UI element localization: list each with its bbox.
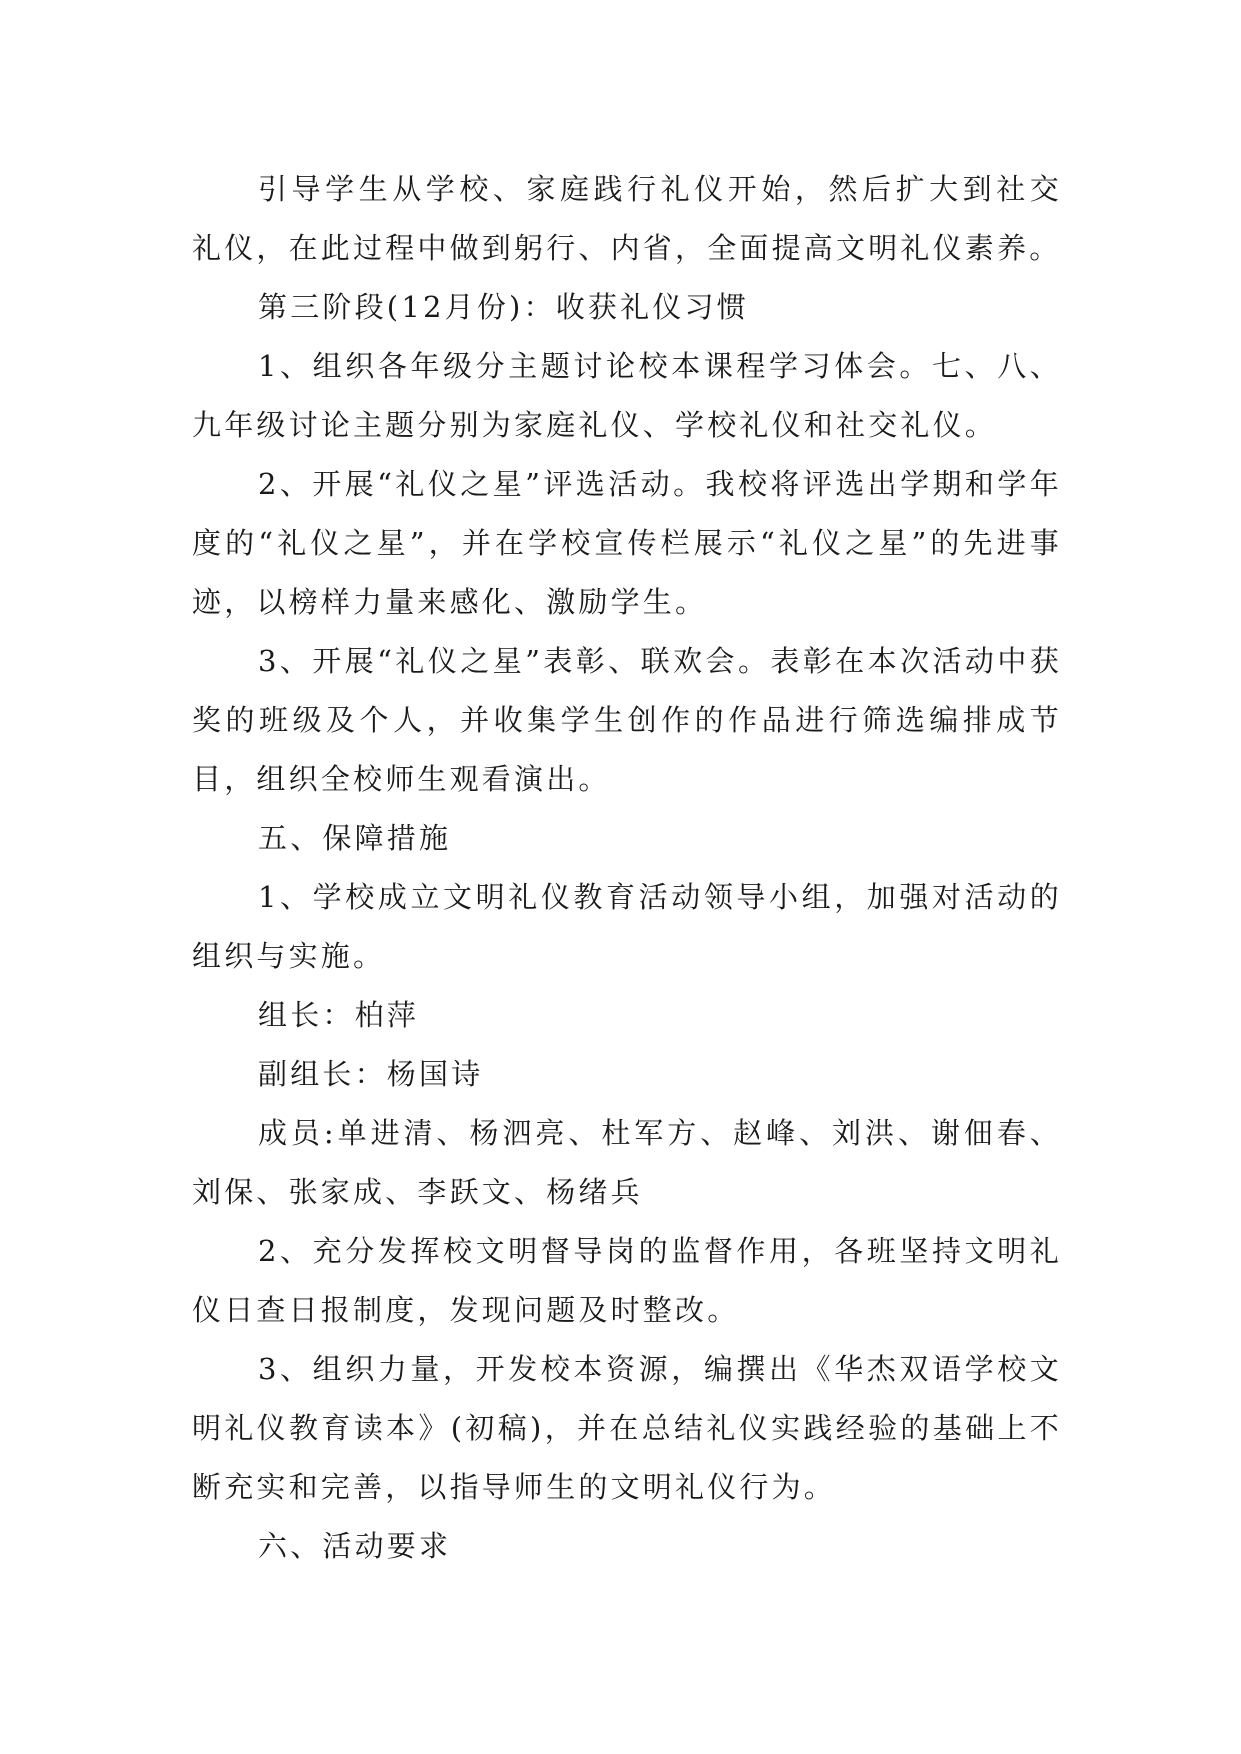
paragraph-school-resources: 3、组织力量，开发校本资源，编撰出《华杰双语学校文明礼仪教育读本》(初稿)，并在总结礼仪实践经验的基础上不断充实和完善，以指导师生的文明礼仪行为。 xyxy=(192,1352,1062,1504)
group-leader: 组长：柏萍 xyxy=(258,998,420,1032)
paragraph-star-selection: 2、开展“礼仪之星”评选活动。我校将评选出学期和学年度的“礼仪之星”，并在学校宣传栏展示“礼仪之星”的先进事迹，以榜样力量来感化、激励学生。 xyxy=(192,467,1062,619)
paragraph-leading-group: 1、学校成立文明礼仪教育活动领导小组，加强对活动的组织与实施。 xyxy=(192,880,1062,973)
document-body xyxy=(192,160,1062,1576)
section-six-heading: 六、活动要求 xyxy=(258,1529,452,1563)
paragraph-grade-discussion: 1、组织各年级分主题讨论校本课程学习体会。七、八、九年级讨论主题分别为家庭礼仪、学校礼仪和社交礼仪。 xyxy=(192,349,1062,442)
paragraph-supervision: 2、充分发挥校文明督导岗的监督作用，各班坚持文明礼仪日查日报制度，发现问题及时整改。 xyxy=(192,1234,1062,1327)
stage-three-heading: 第三阶段(12月份)：收获礼仪习惯 xyxy=(258,290,749,324)
paragraph-etiquette-practice: 引导学生从学校、家庭践行礼仪开始，然后扩大到社交礼仪，在此过程中做到躬行、内省，全面提高文明礼仪素养。 xyxy=(192,172,1062,265)
paragraph-star-award: 3、开展“礼仪之星”表彰、联欢会。表彰在本次活动中获奖的班级及个人，并收集学生创作的作品进行筛选编排成节目，组织全校师生观看演出。 xyxy=(192,644,1062,796)
section-five-heading: 五、保障措施 xyxy=(258,821,452,855)
deputy-group-leader: 副组长：杨国诗 xyxy=(258,1057,484,1091)
group-members: 成员:单进清、杨泗亮、杜军方、赵峰、刘洪、谢佃春、刘保、张家成、李跃文、杨绪兵 xyxy=(192,1116,1062,1209)
